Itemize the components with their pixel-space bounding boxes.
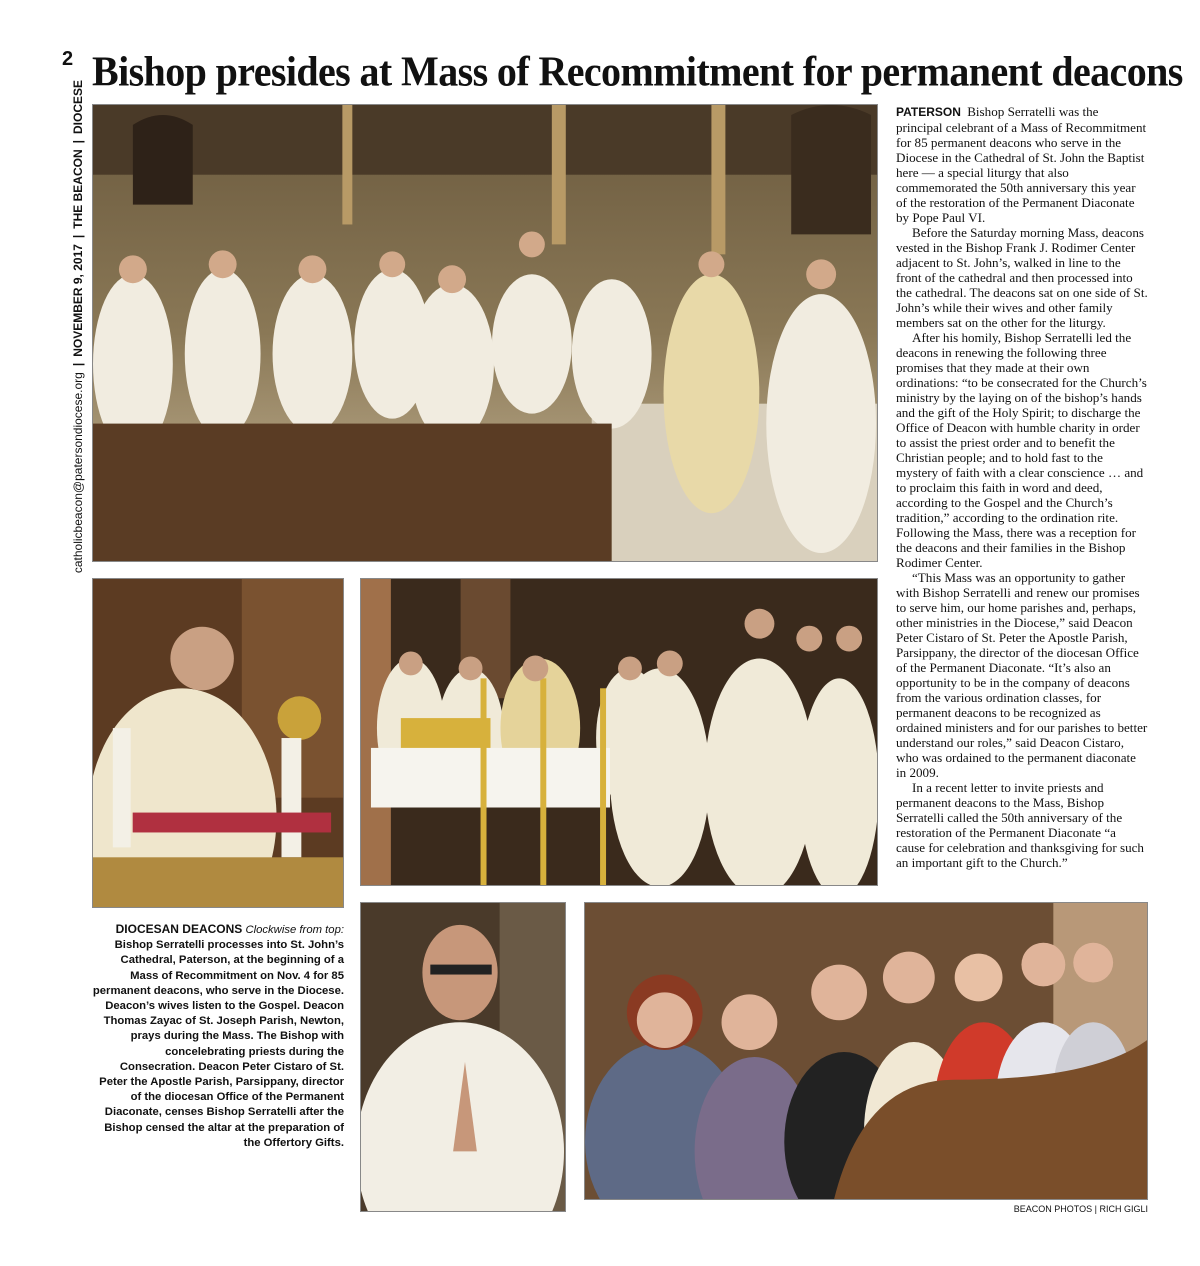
photo-censing xyxy=(92,578,344,908)
photo-consecration xyxy=(360,578,878,886)
caption-lead: Clockwise from top: xyxy=(245,924,344,936)
article-body xyxy=(896,104,1148,870)
sidebar-section: DIOCESE xyxy=(71,80,85,135)
page-number: 2 xyxy=(62,48,74,70)
side-strip xyxy=(52,80,92,574)
caption-head: DIOCESAN DEACONS xyxy=(115,922,243,936)
sidebar-publication: THE BEACON xyxy=(71,149,85,229)
article-paragraph: Before the Saturday morning Mass, deacons vested in the Bishop Frank J. Rodimer Center adjacent to St. John’s, walked in line to the front of the cathedral and then processed into the cathedral. The deacons sat on one side of St. John’s while their wives and other family members sat on the other for the liturgy. xyxy=(896,225,1148,330)
photo-wives-listening xyxy=(584,902,1148,1200)
sidebar-separator: | xyxy=(71,140,85,144)
photo-procession xyxy=(92,104,878,562)
article-paragraph: In a recent letter to invite priests and permanent deacons to the Mass, Bishop Serratelli called the 50th anniversary of the restoration of the Permanent Diaconate “a cause for celebration and thanksgiving for such an important gift to the Church.” xyxy=(896,780,1144,870)
photo-caption xyxy=(92,922,344,1151)
sidebar-website: catholicbeacon@patersondiocese.org xyxy=(71,372,85,574)
article-paragraph xyxy=(896,104,1148,225)
photo-praying-deacon xyxy=(360,902,566,1212)
sidebar-separator: | xyxy=(71,234,85,239)
article-paragraph: “This Mass was an opportunity to gather with Bishop Serratelli and renew our promises to serve him, our home parishes and, perhaps, other ministries in the Diocese,” said Deacon Peter Cistaro of St. Peter the Apostle Parish, Parsippany, the director of the diocesan Office of the Permanent Diaconate. “It’s also an opportunity to be in the company of deacons from the various ordination classes, for permanent deacons to be recognized as ordained ministers and for our parishes to better understand our roles,” said Deacon Cistaro, who was ordained to the permanent diaconate in 2009. xyxy=(896,570,1148,780)
headline: Bishop presides at Mass of Recommitment for permanent deacons xyxy=(92,47,1183,96)
sidebar-separator: | xyxy=(71,362,85,367)
article-paragraph: After his homily, Bishop Serratelli led the deacons in renewing the following three promises that they made at their own ordinations: “to be consecrated for the Church’s ministry by the laying on of the bishop’s hands and the gift of the Holy Spirit; to discharge the Office of Deacon with humble charity in order to assist the priest order and to benefit the Christian people; and to hold fast to the mystery of faith with a clear conscience … and to proclaim this faith in word and deed, according to the Gospel and the Church’s tradition,” according to the ordination rite. Following the Mass, there was a reception for the deacons and their families in the Bishop Rodimer Center. xyxy=(896,330,1147,570)
article-paragraph-text: Bishop Serratelli was the principal celebrant of a Mass of Recommitment for 85 permanent deacons who serve in the Diocese in the Cathedral of St. John the Baptist here — a special liturgy that also commemorated the 50th anniversary this year of the restoration of the Permanent Diaconate by Pope Paul VI. xyxy=(896,104,1147,225)
caption-text: Bishop Serratelli processes into St. John’s Cathedral, Paterson, at the beginning of a Mass of Recommitment on Nov. 4 for 85 permanent deacons, who serve in the Diocese. Deacon’s wives listen to the Gospel. Deacon Thomas Zayac of St. Joseph Parish, Newton, prays during the Mass. The Bishop with concelebrating priests during the Consecration. Deacon Peter Cistaro of St. Peter the Apostle Parish, Parsippany, director of the diocesan Office of the Permanent Diaconate, censes Bishop Serratelli after the Bishop censed the altar at the preparation of the Offertory Gifts. xyxy=(92,939,344,1149)
sidebar-date: NOVEMBER 9, 2017 xyxy=(71,244,85,357)
photo-credit: BEACON PHOTOS | RICH GIGLI xyxy=(1013,1204,1148,1214)
article-dateline: PATERSON xyxy=(896,105,961,119)
